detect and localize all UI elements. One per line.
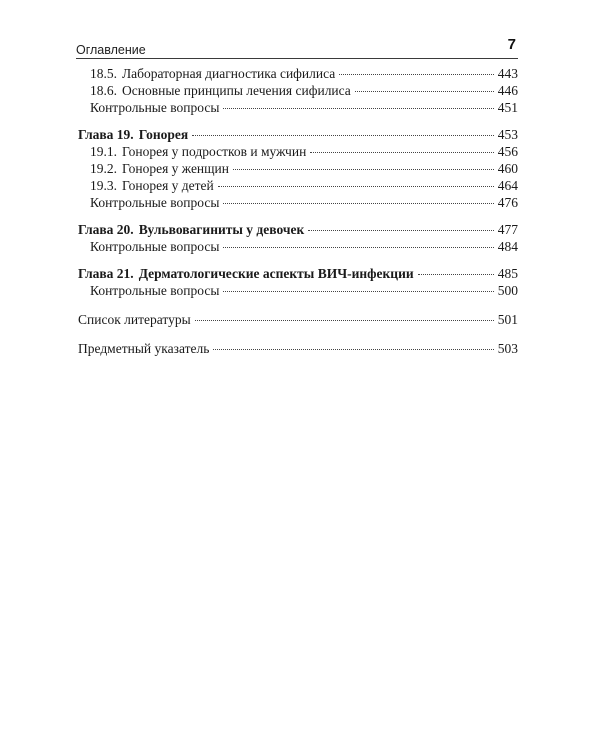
dot-leader: [223, 108, 493, 109]
entry-page: 476: [497, 195, 518, 210]
entry-page: 477: [497, 222, 518, 237]
dot-leader: [195, 320, 494, 321]
entry-number: 18.5.: [90, 66, 117, 81]
table-of-contents: [78, 65, 518, 357]
toc-chapter: [78, 126, 518, 143]
toc-chapter: [78, 265, 518, 282]
entry-page: 464: [497, 178, 518, 193]
dot-leader: [218, 186, 494, 187]
dot-leader: [418, 274, 494, 275]
entry-title: Гонорея у подростков и мужчин: [122, 144, 307, 159]
entry-number: 19.1.: [90, 144, 117, 159]
toc-entry: [78, 99, 518, 116]
entry-page: 460: [497, 161, 518, 176]
toc-entry: [78, 82, 518, 99]
chapter-title: Вульвовагиниты у девочек: [138, 222, 305, 237]
entry-page: 456: [497, 144, 518, 159]
chapter-number: Глава 21.: [78, 266, 134, 281]
dot-leader: [339, 74, 493, 75]
dot-leader: [223, 247, 493, 248]
entry-page: 484: [497, 239, 518, 254]
toc-entry: [78, 194, 518, 211]
spacer: [78, 299, 518, 311]
toc-entry: [78, 238, 518, 255]
entry-title: Контрольные вопросы: [90, 195, 220, 210]
entry-page: 503: [497, 341, 518, 356]
toc-chapter: [78, 221, 518, 238]
dot-leader: [223, 291, 493, 292]
entry-title: Основные принципы лечения сифилиса: [122, 83, 351, 98]
entry-page: 485: [497, 266, 518, 281]
dot-leader: [213, 349, 493, 350]
toc-entry: [78, 177, 518, 194]
entry-title: Предметный указатель: [78, 341, 210, 356]
entry-number: 19.2.: [90, 161, 117, 176]
entry-title: Контрольные вопросы: [90, 100, 220, 115]
toc-entry: [78, 160, 518, 177]
dot-leader: [355, 91, 494, 92]
section-title: Оглавление: [76, 43, 146, 57]
entry-number: 19.3.: [90, 178, 117, 193]
spacer: [78, 255, 518, 265]
entry-page: 453: [497, 127, 518, 142]
toc-entry-index: [78, 340, 518, 357]
page-number: 7: [507, 36, 516, 53]
chapter-number: Глава 19.: [78, 127, 134, 142]
toc-entry-bibliography: [78, 311, 518, 328]
entry-title: Гонорея у женщин: [122, 161, 230, 176]
chapter-title: Дерматологические аспекты ВИЧ-инфекции: [138, 266, 414, 281]
entry-title: Гонорея у детей: [122, 178, 214, 193]
dot-leader: [192, 135, 494, 136]
spacer: [78, 116, 518, 126]
chapter-number: Глава 20.: [78, 222, 134, 237]
entry-title: Лабораторная диагностика сифилиса: [122, 66, 336, 81]
entry-page: 446: [497, 83, 518, 98]
toc-entry: [78, 65, 518, 82]
entry-page: 500: [497, 283, 518, 298]
chapter-title: Гонорея: [138, 127, 189, 142]
entry-page: 443: [497, 66, 518, 81]
spacer: [78, 328, 518, 340]
dot-leader: [223, 203, 493, 204]
entry-number: 18.6.: [90, 83, 117, 98]
toc-entry: [78, 143, 518, 160]
entry-title: Контрольные вопросы: [90, 283, 220, 298]
dot-leader: [310, 152, 493, 153]
dot-leader: [233, 169, 494, 170]
entry-title: Контрольные вопросы: [90, 239, 220, 254]
running-head: [76, 36, 518, 59]
toc-entry: [78, 282, 518, 299]
dot-leader: [308, 230, 494, 231]
entry-page: 501: [497, 312, 518, 327]
entry-title: Список литературы: [78, 312, 191, 327]
entry-page: 451: [497, 100, 518, 115]
spacer: [78, 211, 518, 221]
